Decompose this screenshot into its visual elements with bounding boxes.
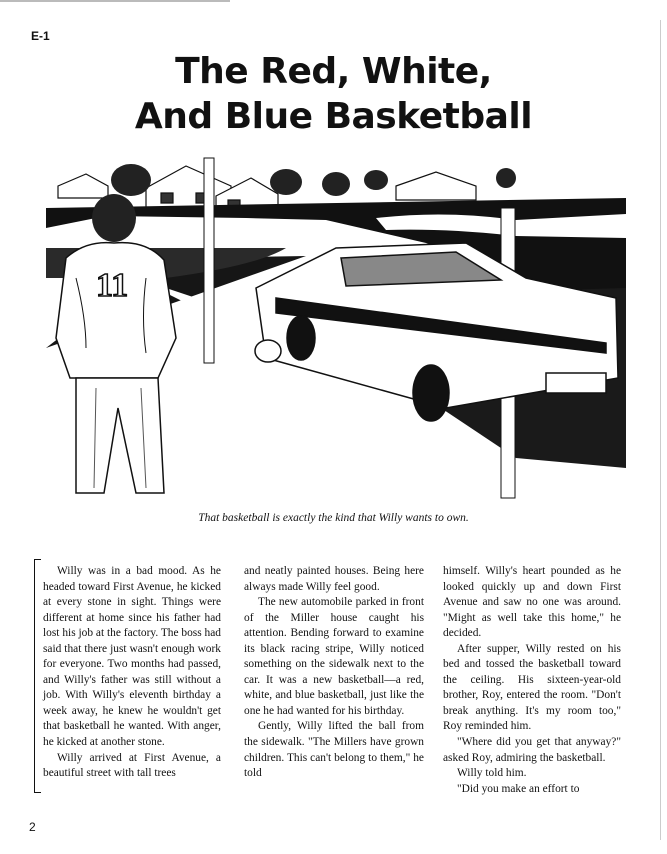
story-column-2 xyxy=(244,564,424,782)
page-number: 2 xyxy=(29,820,36,834)
paragraph: "Where did you get that anyway?" asked Roy, admiring the basketball. xyxy=(443,736,621,764)
paragraph: The new automobile parked in front of the Miller house caught his attention. Bending forward to examine its black racing stripe, Willy noticed something on the sidewalk next to the car. It was a new basketball—a red, white, and blue basketball, just like the one he had wanted for his birthday. xyxy=(244,596,424,717)
paragraph: After supper, Willy rested on his bed and tossed the basketball toward the ceiling. His sixteen-year-old brother, Roy, entered the room. "Don't break anything. It's my room too," Roy reminded him. xyxy=(443,642,621,733)
boy-figure xyxy=(56,194,176,493)
jacket-number: 11 xyxy=(96,267,129,304)
story-column-3 xyxy=(443,564,621,797)
paragraph: and neatly painted houses. Being here always made Willy feel good. xyxy=(244,565,424,593)
image-caption: That basketball is exactly the kind that Willy wants to own. xyxy=(198,512,469,524)
top-rule xyxy=(0,0,230,2)
basketball xyxy=(255,340,281,362)
paragraph: himself. Willy's heart pounded as he looked quickly up and down First Avenue and saw no one was around. "Might as well take this home," he decided. xyxy=(443,565,621,640)
paragraph: Willy arrived at First Avenue, a beautiful street with tall trees xyxy=(43,751,221,780)
title-line-1: The Red, White, xyxy=(175,51,492,92)
first-column-bracket xyxy=(34,559,41,793)
lesson-label: E-1 xyxy=(31,29,50,43)
page-edge xyxy=(660,20,661,840)
title-line-2: And Blue Basketball xyxy=(134,96,533,137)
paragraph: Willy was in a bad mood. As he headed toward First Avenue, he kicked at every stone in sight. Things were different at home since his father had lost his job at the factory. The boss had said that there just wasn't enough work for everyone. Two months had passed, and Willy's father was still without a job. With Willy's eleventh birthday a week away, he knew he wouldn't get that basketball he wanted. With anger, he kicked at another stone. xyxy=(43,565,221,749)
story-column-1 xyxy=(43,564,221,782)
tree-trunk-left xyxy=(204,158,214,363)
story-illustration xyxy=(46,148,626,503)
paragraph: Willy told him. xyxy=(457,767,527,780)
paragraph: "Did you make an effort to xyxy=(457,782,580,795)
paragraph: Gently, Willy lifted the ball from the sidewalk. "The Millers have grown children. This can't belong to them," he told xyxy=(244,720,424,780)
